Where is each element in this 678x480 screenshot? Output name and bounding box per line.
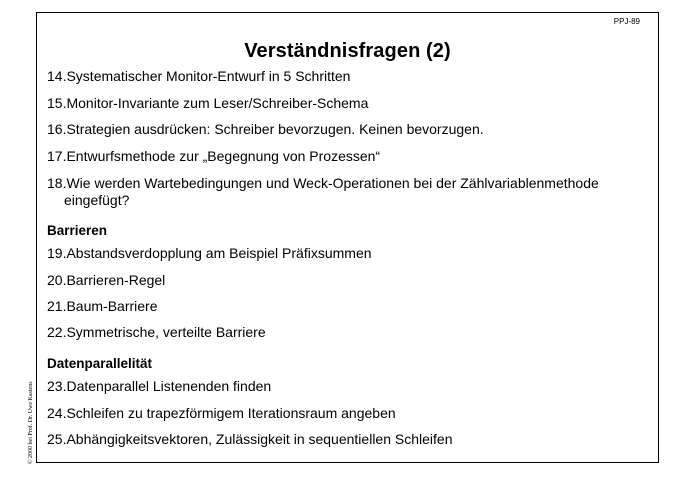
question-item [47,378,271,395]
slide-title: Verständnisfragen (2) [244,40,451,62]
question-text: Entwurfsmethode zur „Begegnung von Prozessen“ [66,148,381,164]
slide-id: PPJ-89 [613,17,640,26]
question-item [47,121,484,138]
question-number: 21. [47,298,67,314]
question-text: Abstandsverdopplung am Beispiel Präfixsummen [66,245,372,261]
question-number: 18. [47,175,67,191]
question-item [47,95,368,112]
question-item [47,272,165,289]
question-number: 24. [47,405,67,421]
question-item [47,405,396,422]
question-item [47,245,372,262]
question-item [47,68,350,85]
question-text: Barrieren-Regel [66,272,166,288]
question-item [47,148,380,165]
question-number: 22. [47,324,67,340]
question-text: Systematischer Monitor-Entwurf in 5 Schritten [66,68,351,84]
question-text: Baum-Barriere [66,298,158,314]
section-heading-datenparallelitaet: Datenparallelität [47,356,153,371]
question-item [47,175,599,209]
question-item [47,431,452,448]
question-text: Datenparallel Listenenden finden [66,378,272,394]
question-number: 16. [47,121,67,137]
question-item [47,324,266,341]
slide-frame [36,12,659,463]
question-text: Schleifen zu trapezförmigem Iterationsraum angeben [66,405,396,421]
question-text: Strategien ausdrücken: Schreiber bevorzugen. Keinen bevorzugen. [66,121,484,137]
question-number: 17. [47,148,67,164]
question-text: Abhängigkeitsvektoren, Zulässigkeit in sequentiellen Schleifen [66,431,453,447]
copyright-note: © 2000 bei Prof. Dr. Uwe Kastens [28,381,34,464]
question-text: Wie werden Wartebedingungen und Weck-Operationen bei der Zählvariablenmethode [66,175,599,191]
question-number: 15. [47,95,67,111]
question-number: 23. [47,378,67,394]
question-text: Symmetrische, verteilte Barriere [66,324,266,340]
question-number: 19. [47,245,67,261]
question-number: 14. [47,68,67,84]
question-item [47,298,158,315]
question-text: Monitor-Invariante zum Leser/Schreiber-Schema [66,95,369,111]
question-number: 25. [47,431,67,447]
section-heading-barrieren: Barrieren [47,223,108,238]
question-number: 20. [47,272,67,288]
question-text-continued: eingefügt? [64,192,130,208]
